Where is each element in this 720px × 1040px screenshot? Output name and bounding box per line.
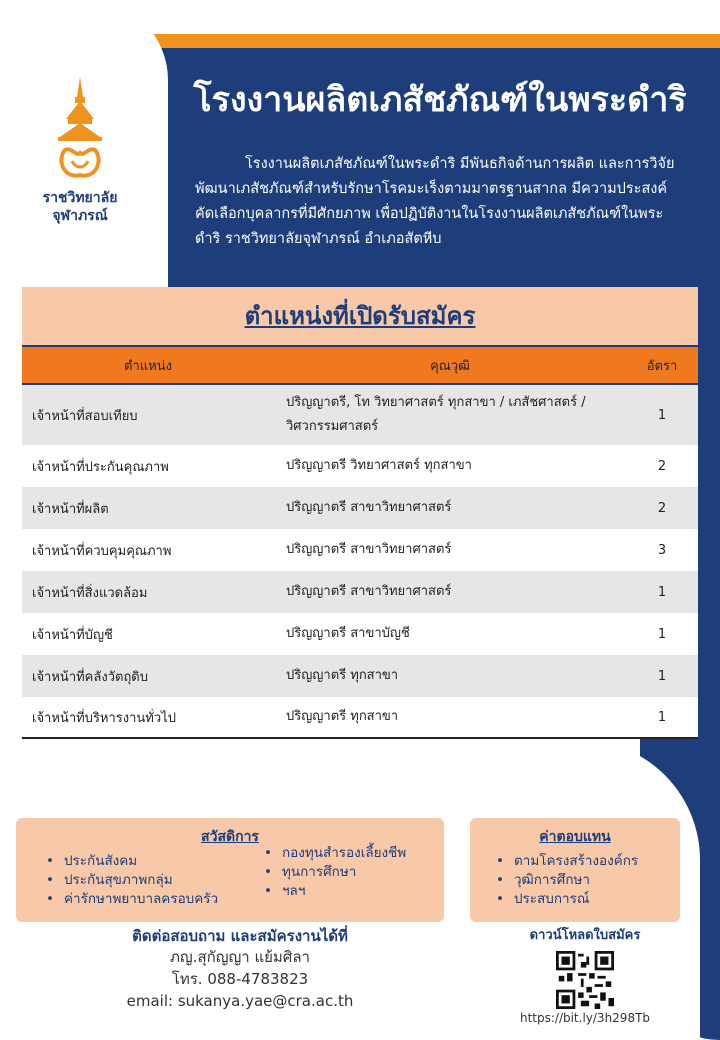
cell-count: 1 [657,626,667,642]
cell-position: เจ้าหน้าที่ผลิต [32,501,109,517]
contact-name: ภญ.สุกัญญา แย้มศิลา [170,948,310,966]
contact-title: ติดต่อสอบถาม และสมัครงานได้ที่ [132,927,348,945]
list-item: • ประกันสุขภาพกลุ่ม [46,871,264,890]
cell-position: เจ้าหน้าที่บัญชี [32,627,113,643]
welfare-title: สวัสดิการ [201,829,259,845]
cell-position: เจ้าหน้าที่สอบเทียบ [32,408,138,424]
qr-code-icon[interactable] [556,951,614,1009]
list-item: • วุฒิการศึกษา [496,871,680,890]
cell-position: เจ้าหน้าที่สิ่งแวดล้อม [32,585,148,601]
table-row [22,385,698,445]
table-title [22,287,698,345]
welfare-list-2 [264,844,406,909]
header-count: อัตรา [646,358,678,374]
contact-email[interactable]: email: sukanya.yae@cra.ac.th [126,992,354,1010]
header-position: ตำแหน่ง [124,358,172,374]
contact-phone[interactable]: โทร. 088-4783823 [171,970,309,988]
header-qualification: คุณวุฒิ [430,358,470,374]
download-link[interactable]: https://bit.ly/3h298Tb [519,1011,651,1025]
cell-position: เจ้าหน้าที่ประกันคุณภาพ [32,459,169,475]
table-row [22,571,698,613]
positions-table [22,287,698,739]
cell-count: 2 [657,458,667,474]
list-item: • ทุนการศึกษา [264,863,406,882]
compensation-title: ค่าตอบแทน [539,829,611,845]
intro-paragraph: โรงงานผลิตเภสัชภัณฑ์ในพระดำริ มีพันธกิจด้านการผลิต และการวิจัยพัฒนาเภสัชภัณฑ์สำหรับรักษาโรคมะเร็งตามมาตรฐานสากล มีความประสงค์คัดเลือกบุคลากรที่มีศักยภาพ เพื่อปฏิบัติงานในโรงงานผลิตเภสัชภัณฑ์ในพระดำริ ราชวิทยาลัยจุฬาภรณ์ อำเภอสัตหีบ [195,156,675,247]
compensation-box [470,818,680,922]
download-block [500,924,670,1025]
orange-accent-stripe [110,34,720,48]
welfare-box [16,818,444,922]
welfare-list-1 [46,852,264,909]
list-item: • ประกันสังคม [46,852,264,871]
cell-qualification: ปริญญาตรี สาขาวิทยาศาสตร์ [286,542,452,557]
cell-position: เจ้าหน้าที่ควบคุมคุณภาพ [32,543,172,559]
cell-qualification: ปริญญาตรี วิทยาศาสตร์ ทุกสาขา [286,458,472,473]
cell-qualification: ปริญญาตรี, โท วิทยาศาสตร์ ทุกสาขา / เภสัชศาสตร์ / วิศวกรรมศาสตร์ [286,395,586,434]
logo-text-line2: จุฬาภรณ์ [52,208,108,224]
logo-text-line1: ราชวิทยาลัย [42,190,118,206]
cell-position: เจ้าหน้าที่คลังวัตถุดิบ [32,669,149,685]
table-row [22,529,698,571]
download-title: ดาวน์โหลดใบสมัคร [529,928,641,943]
cell-position: เจ้าหน้าที่บริหารงานทั่วไป [32,710,176,726]
list-item: • ค่ารักษาพยาบาลครอบครัว [46,890,264,909]
table-row [22,487,698,529]
cell-qualification: ปริญญาตรี ทุกสาขา [286,709,399,724]
college-logo [30,75,130,225]
contact-block [100,926,380,1012]
table-row [22,613,698,655]
compensation-list [470,852,680,909]
table-row [22,445,698,487]
table-header [22,345,698,385]
list-item: • ประสบการณ์ [496,890,680,909]
cell-qualification: ปริญญาตรี ทุกสาขา [286,668,399,683]
list-item: • ฯลฯ [264,882,406,901]
table-title-text: ตำแหน่งที่เปิดรับสมัคร [244,302,476,330]
cell-qualification: ปริญญาตรี สาขาวิทยาศาสตร์ [286,584,452,599]
table-bottom-rule [22,737,698,739]
list-item: • ตามโครงสร้างองค์กร [496,852,680,871]
cell-count: 1 [657,407,667,423]
cell-count: 2 [657,500,667,516]
table-row [22,697,698,737]
cell-qualification: ปริญญาตรี สาขาบัญชี [286,626,410,641]
cell-count: 3 [657,542,667,558]
cell-count: 1 [657,584,667,600]
cell-count: 1 [657,668,667,684]
page-title: โรงงานผลิตเภสัชภัณฑ์ในพระดำริ [193,80,687,120]
table-row [22,655,698,697]
cell-qualification: ปริญญาตรี สาขาวิทยาศาสตร์ [286,500,452,515]
list-item: • กองทุนสำรองเลี้ยงชีพ [264,844,406,863]
cell-count: 1 [657,709,667,725]
crown-emblem-icon [50,75,110,185]
